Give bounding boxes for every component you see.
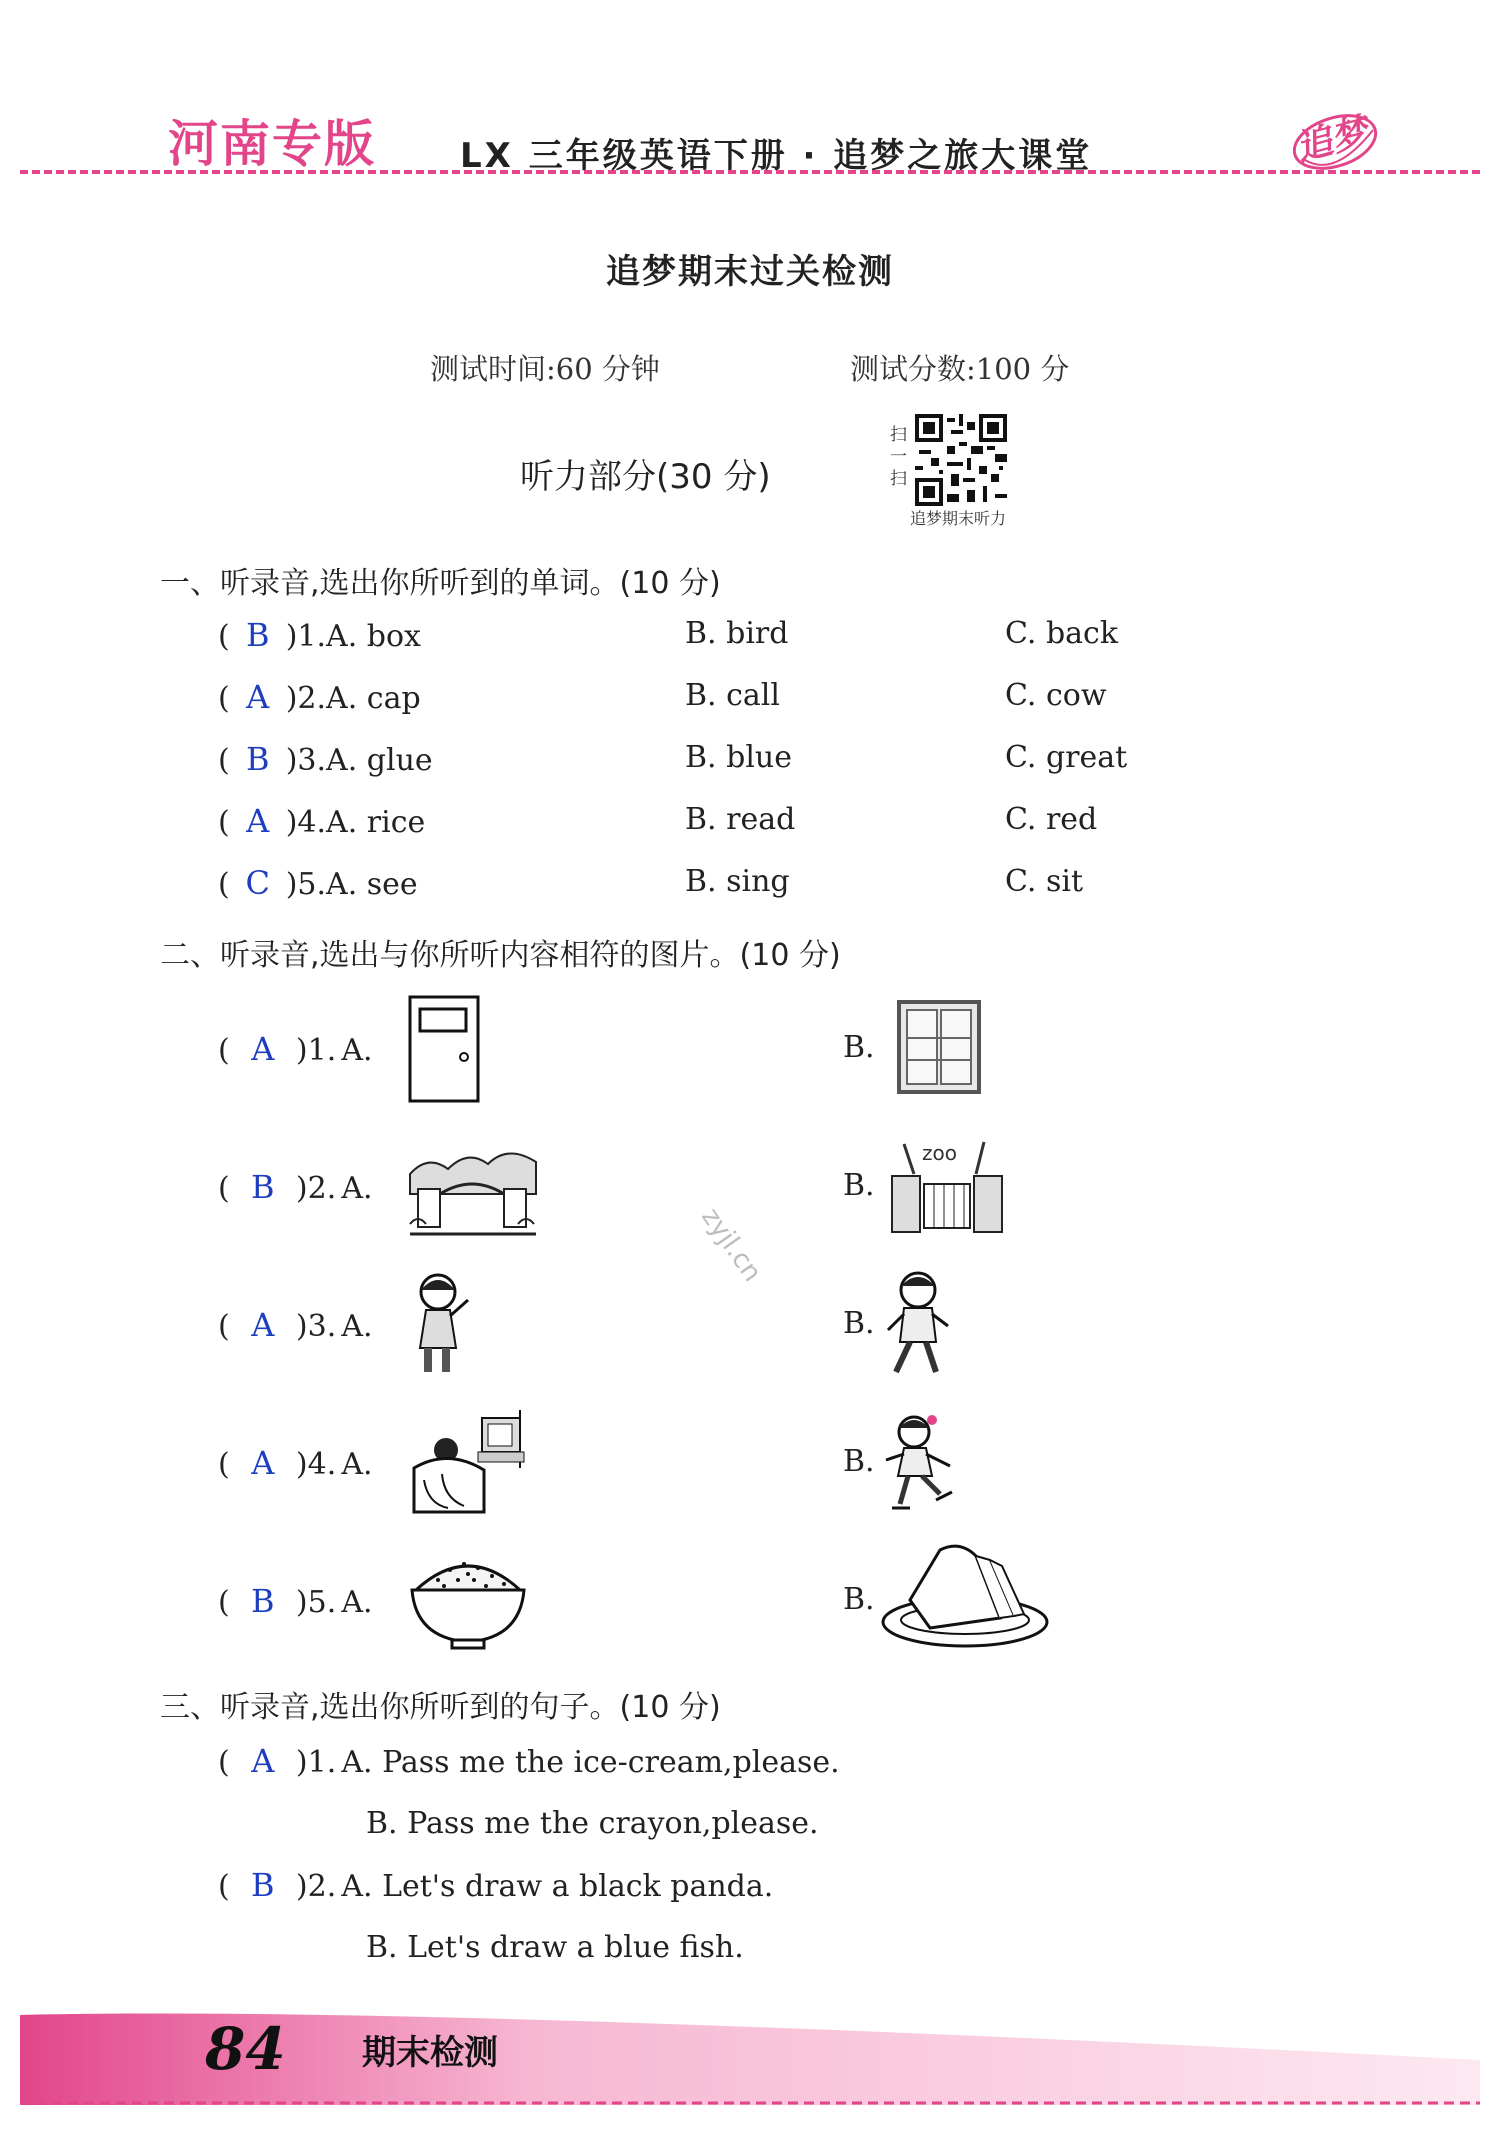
watching-tv-icon[interactable] [408,1408,528,1520]
option-c: C. cow [1005,678,1107,713]
option-b: B. sing [685,864,790,899]
answer-mark: A [251,1306,275,1344]
option-a-label: A. [341,1585,373,1620]
answer-mark: A [251,1444,275,1482]
answer-mark: A [251,1742,275,1780]
answer-mark: B [251,1582,275,1620]
option-b: B. Let's draw a blue fish. [366,1930,744,1965]
option-c: C. red [1005,802,1098,837]
option-a-label: A. [341,1033,373,1068]
option-a-label: A. [341,1447,373,1482]
part1-title: 一、听录音,选出你所听到的单词。(10 分) [160,566,721,601]
girl-skating-icon[interactable] [880,1408,962,1520]
list-item: ( A )4. A. [218,1444,373,1482]
option-c: C. back [1005,616,1119,651]
option-b: B. read [685,802,796,837]
door-icon[interactable] [408,995,480,1103]
option-a: A. Let's draw a black panda. [341,1869,774,1904]
question-number: )2. [295,1171,337,1206]
option-c: C. great [1005,740,1128,775]
logo-text: 追梦 [1291,111,1372,170]
bread-plate-icon[interactable] [880,1540,1050,1650]
list-item: ( B )2. A. [218,1168,373,1206]
option-b: B. Pass me the crayon,please. [366,1806,819,1841]
option-a: A. glue [326,743,433,778]
part2-title: 二、听录音,选出与你所听内容相符的图片。(10 分) [160,938,841,973]
question-number: )3. [285,743,327,778]
page-title: 追梦期末过关检测 [606,252,894,292]
zoo-gate-icon[interactable] [884,1134,1010,1240]
option-b: B. bird [685,616,789,651]
answer-mark: B [251,1168,275,1206]
option-b-label: B. [843,1306,875,1341]
listening-title: 听力部分(30 分) [520,457,771,497]
qr-side-label: 扫一扫 [890,425,907,489]
option-b: B. call [685,678,780,713]
question-number: )1. [295,1033,337,1068]
question-number: )2. [285,681,327,716]
footer-section-title: 期末检测 [362,2033,498,2073]
option-a-label: A. [341,1171,373,1206]
window-icon[interactable] [897,1000,981,1094]
question-number: )3. [295,1309,337,1344]
question-number: )4. [285,805,327,840]
header-divider [20,170,1480,174]
answer-mark: A [246,678,270,716]
book-title: LX 三年级英语下册 · 追梦之旅大课堂 [460,136,1093,176]
option-a: A. rice [326,805,426,840]
question-number: )4. [295,1447,337,1482]
option-a: A. see [326,867,418,902]
qr-caption: 追梦期末听力 [910,509,1007,528]
answer-mark: C [245,864,270,902]
list-item: ( A )1. A. [218,1030,373,1068]
question-number: )2. [295,1869,337,1904]
edition-label: 河南专版 [168,115,376,173]
page-number: 84 [205,2015,286,2083]
question-number: )1. [295,1745,337,1780]
question-number: )5. [285,867,327,902]
test-time: 测试时间:60 分钟 [430,352,660,386]
list-item: ( C )5.A. see [218,864,418,902]
option-b-label: B. [843,1444,875,1479]
list-item: ( B )5. A. [218,1582,373,1620]
list-item: ( B )2. A. Let's draw a black panda. [218,1866,774,1904]
answer-mark: B [245,616,270,654]
option-b-label: B. [843,1582,875,1617]
list-item: ( A )3. A. [218,1306,373,1344]
list-item: ( A )4.A. rice [218,802,426,840]
list-item: ( B )1.A. box [218,616,421,654]
list-item: ( B )3.A. glue [218,740,433,778]
rice-bowl-icon[interactable] [408,1546,528,1652]
answer-mark: A [251,1030,275,1068]
svg-text:zoo: zoo [922,1141,957,1165]
watermark: zyjl.cn [695,1202,768,1288]
option-a-label: A. [341,1309,373,1344]
option-b-label: B. [843,1030,875,1065]
question-number: )5. [295,1585,337,1620]
option-b: B. blue [685,740,792,775]
part3-title: 三、听录音,选出你所听到的句子。(10 分) [160,1690,721,1725]
question-number: )1. [285,619,327,654]
option-a: A. cap [326,681,421,716]
option-a: A. box [326,619,421,654]
answer-mark: B [251,1866,275,1904]
answer-mark: A [246,802,270,840]
test-score: 测试分数:100 分 [850,352,1070,386]
list-item: ( A )2.A. cap [218,678,421,716]
list-item: ( A )1. A. Pass me the ice-cream,please. [218,1742,840,1780]
option-c: C. sit [1005,864,1084,899]
park-gate-icon[interactable] [408,1134,538,1239]
boy-icon[interactable] [882,1268,952,1380]
answer-mark: B [245,740,270,778]
option-b-label: B. [843,1168,875,1203]
girl-icon[interactable] [408,1270,478,1380]
option-a: A. Pass me the ice-cream,please. [341,1745,840,1780]
qr-code-icon[interactable] [915,414,1007,506]
